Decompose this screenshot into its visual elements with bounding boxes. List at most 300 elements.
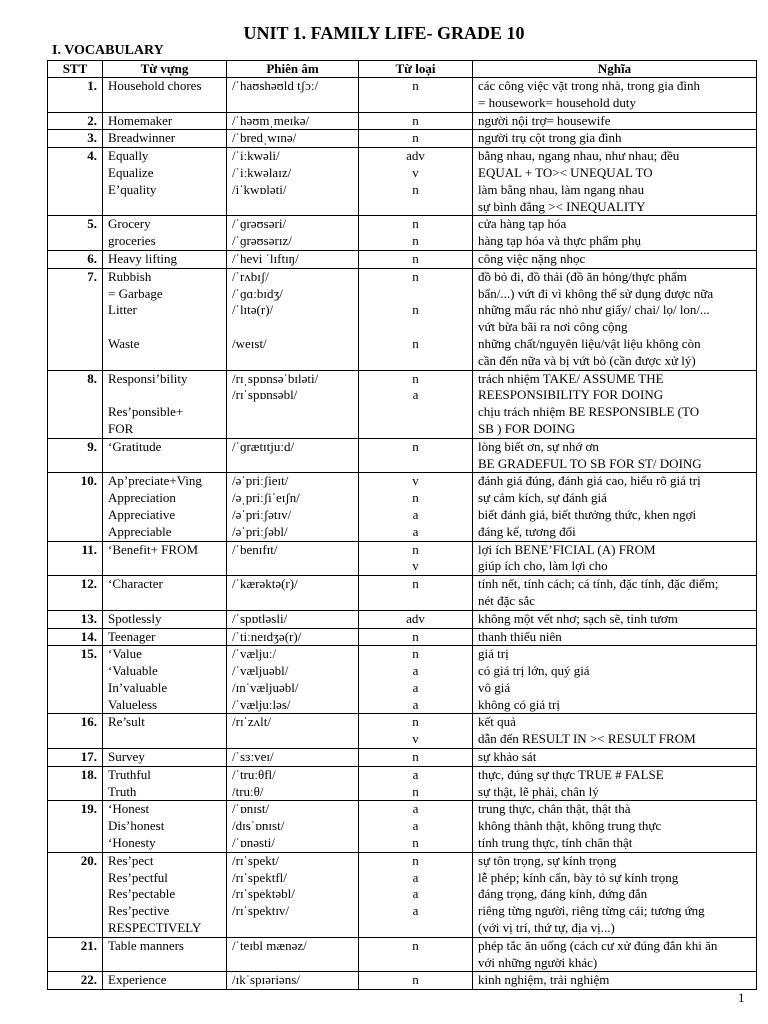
ipa-line: /ˈhevi ˈlɪftɪŋ/	[232, 250, 299, 266]
ipa-cell	[227, 130, 359, 148]
word-line: ‘Honest	[108, 801, 150, 817]
ipa-line: /əˈpriːʃieɪt/	[232, 473, 289, 489]
word-cell	[103, 268, 227, 370]
meaning-line: sự khảo sát	[478, 749, 537, 765]
meaning-line: REESPONSIBILITY FOR DOING	[478, 387, 664, 403]
word-line: Homemaker	[108, 112, 173, 128]
ipa-cell	[227, 78, 359, 113]
meaning-line: đáng trọng, đáng kính, đứng đắn	[478, 886, 648, 902]
meaning-cell	[473, 628, 757, 646]
pos-cell	[359, 937, 473, 972]
stt-cell: 7.	[48, 268, 103, 370]
meaning-cell	[473, 112, 757, 130]
header-pos: Từ loại	[359, 61, 473, 78]
header-meaning: Nghĩa	[473, 61, 757, 78]
ipa-line: /rɪˈspekt/	[232, 852, 279, 868]
header-stt: STT	[48, 61, 103, 78]
stt-cell: 20.	[48, 852, 103, 937]
ipa-cell	[227, 749, 359, 767]
word-line: ‘Character	[108, 576, 163, 592]
pos-cell	[359, 646, 473, 714]
pos-line: n	[412, 852, 419, 868]
pos-line: v	[412, 164, 419, 180]
ipa-cell	[227, 112, 359, 130]
ipa-cell	[227, 646, 359, 714]
pos-line: n	[412, 835, 419, 851]
meaning-line: công việc nặng nhọc	[478, 250, 586, 266]
meaning-line: những chất/nguyên liệu/vật liệu không còn	[478, 335, 701, 351]
word-cell	[103, 130, 227, 148]
stt-cell: 2.	[48, 112, 103, 130]
word-cell	[103, 852, 227, 937]
word-line: Household chores	[108, 78, 202, 93]
stt-cell: 4.	[48, 148, 103, 216]
meaning-cell	[473, 714, 757, 749]
pos-line: n	[412, 370, 419, 386]
meaning-line: sự thật, lẽ phải, chân lý	[478, 783, 599, 799]
ipa-line	[232, 731, 353, 748]
pos-line	[364, 286, 467, 303]
pos-line: a	[412, 818, 419, 834]
stt-cell: 8.	[48, 370, 103, 438]
stt-cell: 6.	[48, 250, 103, 268]
meaning-cell	[473, 78, 757, 113]
ipa-line: /ˈhaʊshəʊld tʃɔː/	[232, 78, 319, 93]
word-line: ‘Value	[108, 646, 142, 662]
word-line: Res’pective	[108, 903, 170, 919]
pos-cell	[359, 216, 473, 251]
word-line: ‘Honesty	[108, 835, 156, 851]
page-title: UNIT 1. FAMILY LIFE- GRADE 10	[243, 23, 525, 43]
meaning-line: những mẩu rác nhỏ như giấy/ chai/ lọ/ lon/...	[478, 302, 710, 318]
vocabulary-table	[47, 60, 757, 990]
ipa-cell	[227, 438, 359, 473]
meaning-line: phép tắc ăn uống (cách cư xử đúng đắn khi ăn	[478, 937, 718, 953]
meaning-line: EQUAL + TO>< UNEQUAL TO	[478, 164, 653, 180]
stt-cell: 9.	[48, 438, 103, 473]
meaning-line: thanh thiếu niên	[478, 628, 562, 644]
table-row	[48, 749, 757, 767]
table-body	[48, 78, 757, 990]
table-row	[48, 250, 757, 268]
pos-cell	[359, 78, 473, 113]
meaning-line: vô giá	[478, 679, 511, 695]
word-line: Truth	[108, 783, 137, 799]
ipa-cell	[227, 148, 359, 216]
word-cell	[103, 541, 227, 576]
pos-cell	[359, 576, 473, 611]
word-line: Res’pect	[108, 852, 154, 868]
page-number: 1	[738, 990, 745, 1005]
word-line	[108, 558, 221, 575]
pos-cell	[359, 852, 473, 937]
ipa-line: /ˈɒnɪst/	[232, 801, 270, 817]
table-row	[48, 112, 757, 130]
stt-cell: 21.	[48, 937, 103, 972]
word-line: In’valuable	[108, 679, 168, 695]
table-header-row	[48, 61, 757, 78]
word-cell	[103, 937, 227, 972]
meaning-line: riêng từng người, riêng từng cái; tương ứng	[478, 903, 705, 919]
meaning-line: cửa hàng tạp hóa	[478, 216, 567, 232]
word-line: Appreciable	[108, 523, 172, 539]
word-line: ‘Benefit+ FROM	[108, 541, 199, 557]
table-row	[48, 646, 757, 714]
pos-line	[364, 593, 467, 610]
ipa-line: /ɪnˈvæljuəbl/	[232, 679, 299, 695]
meaning-line: giúp ích cho, làm lợi cho	[478, 558, 608, 574]
ipa-cell	[227, 370, 359, 438]
pos-line: n	[412, 783, 419, 799]
word-line: Equally	[108, 148, 149, 164]
pos-cell	[359, 972, 473, 990]
pos-line: v	[412, 731, 419, 747]
pos-line: v	[412, 473, 419, 489]
word-line: Ap’preciate+Ving	[108, 473, 202, 489]
meaning-cell	[473, 610, 757, 628]
meaning-line: không có giá trị	[478, 696, 560, 712]
word-line: Litter	[108, 302, 137, 318]
table-row	[48, 78, 757, 113]
word-cell	[103, 148, 227, 216]
pos-line: n	[412, 181, 419, 197]
pos-line: n	[412, 576, 419, 592]
ipa-cell	[227, 610, 359, 628]
word-line	[108, 95, 221, 112]
ipa-line: /ˈvæljuəbl/	[232, 663, 289, 679]
pos-line: a	[412, 679, 419, 695]
table-row	[48, 216, 757, 251]
meaning-line: BE GRADEFUL TO SB FOR ST/ DOING	[478, 455, 702, 471]
meaning-cell	[473, 130, 757, 148]
meaning-cell	[473, 937, 757, 972]
word-line	[108, 199, 221, 216]
word-line: Breadwinner	[108, 130, 176, 146]
word-line: Equalize	[108, 164, 154, 180]
meaning-line: đáng kể, tương đối	[478, 523, 576, 539]
meaning-cell	[473, 972, 757, 990]
ipa-line	[232, 456, 353, 473]
ipa-cell	[227, 972, 359, 990]
ipa-line: /ˈspɒtləsli/	[232, 610, 288, 626]
ipa-line: /dɪsˈɒnɪst/	[232, 818, 285, 834]
pos-line: n	[412, 972, 419, 988]
pos-line: n	[412, 541, 419, 557]
meaning-line: trách nhiệm TAKE/ ASSUME THE	[478, 370, 664, 386]
meaning-cell	[473, 148, 757, 216]
meaning-line: lễ phép; kính cẩn, bày tỏ sự kính trọng	[478, 869, 679, 885]
ipa-cell	[227, 714, 359, 749]
ipa-line: /ˈvæljuːləs/	[232, 696, 291, 712]
ipa-cell	[227, 541, 359, 576]
pos-line	[364, 319, 467, 336]
section-heading: I. VOCABULARY	[52, 43, 164, 58]
stt-cell: 14.	[48, 628, 103, 646]
ipa-line: /ˈbenɪfɪt/	[232, 541, 278, 557]
header-ipa: Phiên âm	[227, 61, 359, 78]
pos-line: a	[412, 663, 419, 679]
pos-line	[364, 95, 467, 112]
table-row	[48, 972, 757, 990]
pos-cell	[359, 766, 473, 801]
pos-line: n	[412, 646, 419, 662]
stt-cell: 22.	[48, 972, 103, 990]
meaning-cell	[473, 766, 757, 801]
ipa-line	[232, 593, 353, 610]
ipa-line	[232, 421, 353, 438]
ipa-line: /rɪˈspektɪv/	[232, 903, 290, 919]
word-line: Heavy lifting	[108, 250, 177, 266]
pos-line: a	[412, 903, 419, 919]
pos-line: v	[412, 558, 419, 574]
pos-line: a	[412, 696, 419, 712]
table-row	[48, 541, 757, 576]
ipa-line: /ˈɡrætɪtjuːd/	[232, 438, 295, 454]
ipa-line: /ˈɡɑːbɪdʒ/	[232, 285, 283, 301]
pos-cell	[359, 268, 473, 370]
ipa-line	[232, 95, 353, 112]
ipa-line: /ˈteɪbl mænəz/	[232, 937, 307, 953]
pos-line: a	[412, 387, 419, 403]
pos-line: a	[412, 801, 419, 817]
meaning-line: thực, đúng sự thực TRUE # FALSE	[478, 766, 664, 782]
stt-cell: 16.	[48, 714, 103, 749]
word-cell	[103, 576, 227, 611]
meaning-line: sự bình đẳng >< INEQUALITY	[478, 198, 646, 214]
pos-line	[364, 421, 467, 438]
pos-cell	[359, 473, 473, 541]
pos-cell	[359, 148, 473, 216]
pos-line	[364, 920, 467, 937]
pos-line: a	[412, 506, 419, 522]
ipa-line: /əˈpriːʃəbl/	[232, 523, 288, 539]
word-line: Grocery	[108, 216, 151, 232]
word-line: groceries	[108, 233, 156, 249]
pos-line: n	[412, 335, 419, 351]
pos-line: n	[412, 130, 419, 146]
word-cell	[103, 250, 227, 268]
meaning-line: cần đến nữa và bị vứt bỏ (cần được xử lý)	[478, 352, 696, 368]
ipa-line	[232, 353, 353, 370]
table-row	[48, 852, 757, 937]
ipa-line: /ˈɒnəsti/	[232, 835, 275, 851]
word-cell	[103, 438, 227, 473]
word-line: Valueless	[108, 696, 158, 712]
ipa-cell	[227, 801, 359, 852]
meaning-cell	[473, 576, 757, 611]
table-row	[48, 628, 757, 646]
header-word: Từ vựng	[103, 61, 227, 78]
word-line: Truthful	[108, 766, 151, 782]
word-line: Res’ponsible+	[108, 404, 184, 420]
stt-cell: 13.	[48, 610, 103, 628]
word-line	[108, 593, 221, 610]
pos-line: n	[412, 714, 419, 730]
stt-cell: 17.	[48, 749, 103, 767]
word-line: Appreciative	[108, 506, 176, 522]
ipa-line: /ˈrʌbɪʃ/	[232, 268, 269, 284]
word-cell	[103, 766, 227, 801]
meaning-line: (với vị trí, thứ tự, địa vị...)	[478, 920, 615, 936]
word-line	[108, 387, 221, 404]
word-line: = Garbage	[108, 285, 163, 301]
ipa-line: /ˈkærəktə(r)/	[232, 576, 298, 592]
ipa-line: /ˈiːkwəlaɪz/	[232, 164, 292, 180]
word-line: RESPECTIVELY	[108, 920, 202, 936]
word-cell	[103, 628, 227, 646]
meaning-line: đánh giá đúng, đánh giá cao, hiểu rõ giá trị	[478, 473, 701, 489]
meaning-cell	[473, 370, 757, 438]
word-cell	[103, 749, 227, 767]
ipa-cell	[227, 268, 359, 370]
ipa-line: /ˈhəʊmˌmeɪkə/	[232, 112, 310, 128]
pos-cell	[359, 628, 473, 646]
pos-cell	[359, 130, 473, 148]
ipa-line: /rɪˈspektfl/	[232, 869, 287, 885]
ipa-cell	[227, 473, 359, 541]
table-row	[48, 714, 757, 749]
pos-line: n	[412, 438, 419, 454]
word-cell	[103, 714, 227, 749]
meaning-line: các công việc vặt trong nhà, trong gia đình	[478, 78, 701, 93]
table-row	[48, 370, 757, 438]
ipa-line: /ˈsɜːveɪ/	[232, 749, 274, 765]
word-cell	[103, 370, 227, 438]
meaning-line: người trụ cột trong gia đình	[478, 130, 622, 146]
pos-line: n	[412, 490, 419, 506]
word-cell	[103, 801, 227, 852]
ipa-line: /rɪˌspɒnsəˈbɪləti/	[232, 370, 319, 386]
meaning-line: trung thực, chân thật, thật thà	[478, 801, 631, 817]
ipa-line	[232, 558, 353, 575]
word-line	[108, 353, 221, 370]
pos-line: adv	[406, 610, 425, 626]
ipa-cell	[227, 852, 359, 937]
ipa-line	[232, 955, 353, 972]
ipa-line: /ˈbredˌwɪnə/	[232, 130, 297, 146]
pos-cell	[359, 714, 473, 749]
meaning-line: bẩn/...) vứt đi vì không thể sử dụng được nữa	[478, 285, 714, 301]
meaning-line: SB ) FOR DOING	[478, 420, 576, 436]
word-cell	[103, 473, 227, 541]
meaning-line: kinh nghiệm, trải nghiệm	[478, 972, 610, 988]
pos-line: n	[412, 937, 419, 953]
pos-line: n	[412, 749, 419, 765]
meaning-line: có giá trị lớn, quý giá	[478, 663, 590, 679]
ipa-cell	[227, 250, 359, 268]
ipa-line: /iˈkwɒləti/	[232, 181, 287, 197]
stt-cell: 1.	[48, 78, 103, 113]
meaning-cell	[473, 852, 757, 937]
pos-line: adv	[406, 148, 425, 164]
word-line: ‘Valuable	[108, 663, 158, 679]
word-line: Re’sult	[108, 714, 145, 730]
ipa-line: /weɪst/	[232, 335, 267, 351]
pos-cell	[359, 370, 473, 438]
word-line: E’quality	[108, 181, 157, 197]
ipa-line: /əˈpriːʃətɪv/	[232, 506, 292, 522]
pos-cell	[359, 801, 473, 852]
pos-line: a	[412, 886, 419, 902]
meaning-line: với những người khác)	[478, 954, 598, 970]
pos-cell	[359, 438, 473, 473]
table-row	[48, 268, 757, 370]
word-line: Res’pectful	[108, 869, 168, 885]
ipa-line: /truːθ/	[232, 783, 264, 799]
table-row	[48, 148, 757, 216]
meaning-line: nét đặc sắc	[478, 592, 536, 608]
pos-line	[364, 353, 467, 370]
table-row	[48, 766, 757, 801]
stt-cell: 19.	[48, 801, 103, 852]
pos-line	[364, 955, 467, 972]
meaning-line: kết quả	[478, 714, 516, 730]
meaning-line: lợi ích BENE’FICIAL (A) FROM	[478, 541, 656, 557]
pos-line: a	[412, 766, 419, 782]
meaning-line: sự tôn trọng, sự kính trọng	[478, 852, 617, 868]
ipa-cell	[227, 216, 359, 251]
meaning-line: làm bằng nhau, làm ngang nhau	[478, 181, 645, 197]
ipa-line: /ˈiːkwəli/	[232, 148, 280, 164]
pos-line: a	[412, 523, 419, 539]
pos-cell	[359, 541, 473, 576]
meaning-cell	[473, 250, 757, 268]
pos-line: n	[412, 233, 419, 249]
meaning-line: không một vết nhơ; sạch sẽ, tinh tươm	[478, 610, 678, 626]
word-cell	[103, 610, 227, 628]
table-row	[48, 801, 757, 852]
meaning-line: dẫn đến RESULT IN >< RESULT FROM	[478, 731, 696, 747]
ipa-line	[232, 404, 353, 421]
word-line: Rubbish	[108, 268, 152, 284]
word-cell	[103, 646, 227, 714]
meaning-cell	[473, 646, 757, 714]
word-line: Teenager	[108, 628, 156, 644]
ipa-line: /ˈvæljuː/	[232, 646, 277, 662]
pos-line: a	[412, 869, 419, 885]
word-line: Table manners	[108, 937, 184, 953]
pos-cell	[359, 610, 473, 628]
ipa-line: /rɪˈzʌlt/	[232, 714, 271, 730]
ipa-line: /ɪkˈspɪəriəns/	[232, 972, 300, 988]
meaning-cell	[473, 541, 757, 576]
pos-cell	[359, 250, 473, 268]
ipa-line: /rɪˈspɒnsəbl/	[232, 387, 298, 403]
word-line	[108, 731, 221, 748]
word-line: Res’pectable	[108, 886, 176, 902]
word-cell	[103, 112, 227, 130]
pos-line: n	[412, 268, 419, 284]
ipa-line: /ˈtruːθfl/	[232, 766, 276, 782]
word-line: Appreciation	[108, 490, 176, 506]
table-row	[48, 576, 757, 611]
word-line	[108, 456, 221, 473]
ipa-cell	[227, 766, 359, 801]
pos-cell	[359, 112, 473, 130]
pos-line: n	[412, 628, 419, 644]
word-line: Waste	[108, 335, 140, 351]
word-line: ‘Gratitude	[108, 438, 162, 454]
pos-line: n	[412, 112, 419, 128]
ipa-line	[232, 199, 353, 216]
meaning-line: không thành thật, không trung thực	[478, 818, 662, 834]
pos-line: n	[412, 302, 419, 318]
ipa-line: /ˈlɪtə(r)/	[232, 302, 274, 318]
meaning-line: vứt bừa bãi ra nơi công cộng	[478, 319, 628, 335]
meaning-line: hàng tạp hóa và thực phẩm phụ	[478, 233, 642, 249]
ipa-line: /ˈɡrəʊsəri/	[232, 216, 287, 232]
word-line	[108, 955, 221, 972]
